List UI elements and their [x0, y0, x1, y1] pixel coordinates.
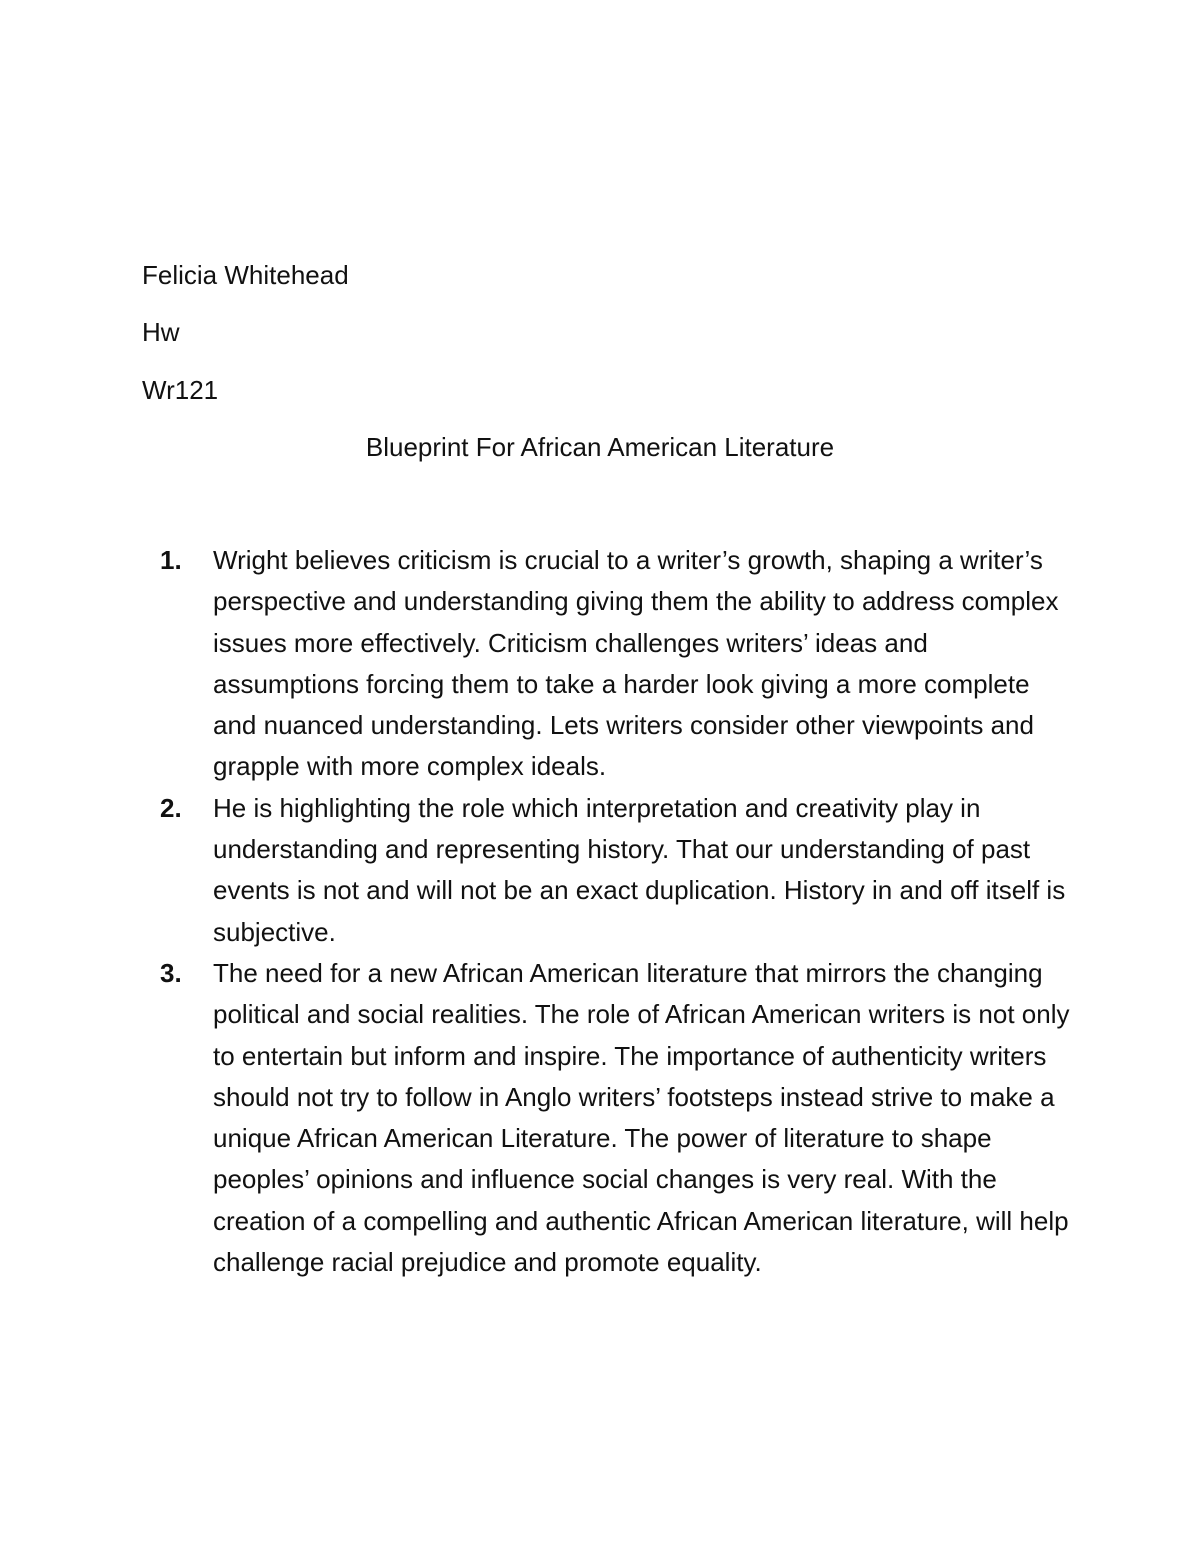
document-title: Blueprint For African American Literature [365, 432, 835, 462]
answer-item-2 [160, 788, 1070, 953]
answer-item-1 [160, 540, 1070, 788]
answer-text: Wright believes criticism is crucial to a writer’s growth, shaping a writer’s perspective and understanding giving them the ability to address complex issues more effectively. Criticism challenges writers’ ideas and assumptions forcing them to take a harder look giving a more complete and nuanced understanding. Lets writers consider other viewpoints and grapple with more complex ideals. [213, 545, 1059, 782]
course-code: Wr121 [142, 375, 219, 405]
assignment-label: Hw [142, 317, 180, 347]
author-name: Felicia Whitehead [142, 260, 349, 290]
answer-number: 1. [160, 545, 182, 575]
answer-text: The need for a new African American literature that mirrors the changing political and social realities. The role of African American writers is not only to entertain but inform and inspire. The importance of authenticity writers should not try to follow in Anglo writers’ footsteps instead strive to make a unique African American Literature. The power of literature to shape peoples’ opinions and influence social changes is very real. With the creation of a compelling and authentic African American literature, will help challenge racial prejudice and promote equality. [213, 957, 1070, 1278]
answer-number: 2. [160, 792, 182, 823]
answer-number: 3. [160, 957, 182, 988]
answer-list [160, 540, 1070, 1283]
answer-item-3 [160, 953, 1070, 1283]
answer-text: He is highlighting the role which interpretation and creativity play in understanding and representing history. That our understanding of past events is not and will not be an exact duplication. History in and off itself is subjective. [213, 792, 1066, 947]
